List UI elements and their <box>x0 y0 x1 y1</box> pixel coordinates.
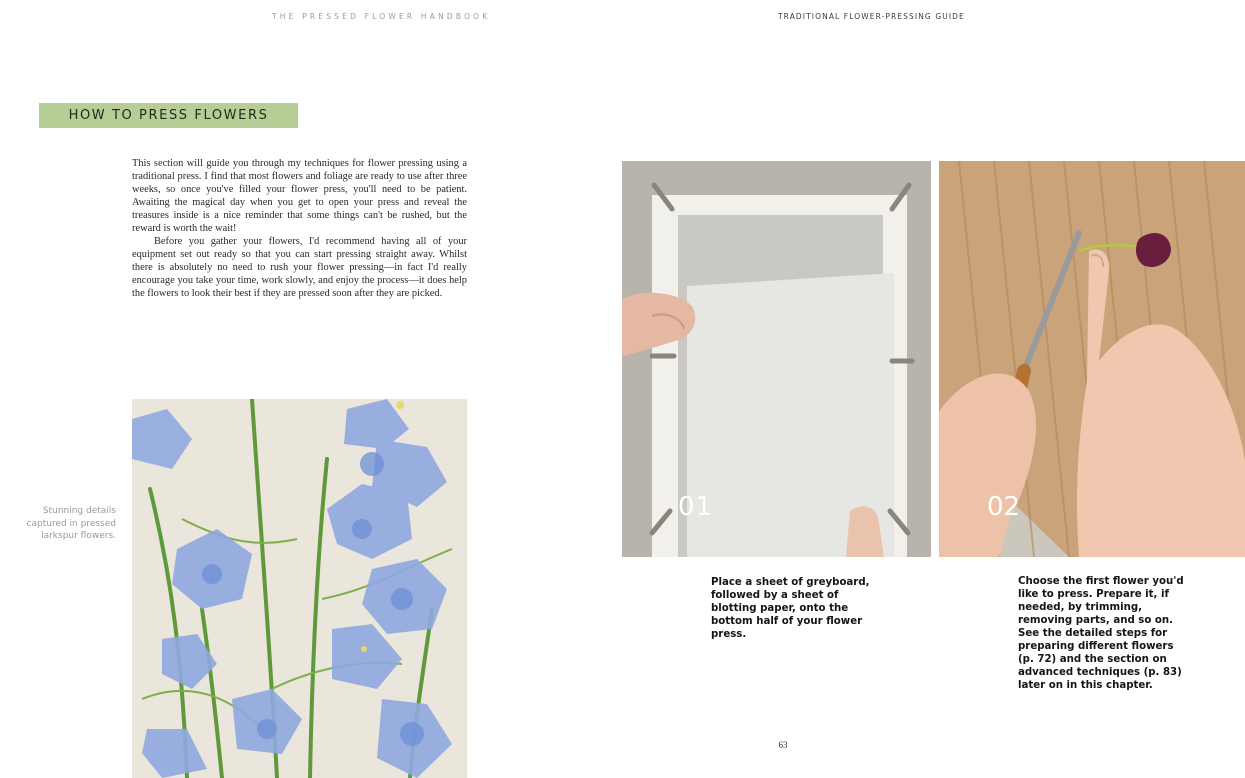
step-2-photo <box>939 161 1245 557</box>
running-header-left: THE PRESSED FLOWER HANDBOOK <box>272 12 491 21</box>
svg-text:01: 01 <box>678 492 714 522</box>
step-1-photo <box>622 161 931 557</box>
step-2-number <box>987 492 1020 522</box>
body-text <box>132 157 467 300</box>
body-paragraph-1: This section will guide you through my techniques for flower pressing using a traditional press. I find that most flowers and foliage are ready to use after three weeks, so once you've filled your flower press, you'll need to be patient. Awaiting the magical day when you get to open your press and reveal the treasures inside is a nice reminder that some things can't be rushed, but the reward is worth the wait! <box>132 158 467 234</box>
body-paragraph-2: Before you gather your flowers, I'd recommend having all of your equipment set out ready so that you can start pressing straight away. Whilst there is absolutely no need to rush your flower pressing—in fact I'd really encourage you take your time, work slowly, and enjoy the process—it does help the flowers to look their best if they are pressed soon after they are picked. <box>132 236 467 299</box>
running-header-right: TRADITIONAL FLOWER-PRESSING GUIDE <box>778 12 965 21</box>
step-1-caption: Place a sheet of greyboard, followed by a sheet of blotting paper, onto the bottom half of your flower press. <box>711 577 870 640</box>
page-number: 63 <box>778 740 788 750</box>
svg-text:02: 02 <box>987 492 1021 522</box>
photo-caption: Stunning details captured in pressed larkspur flowers. <box>26 506 116 541</box>
section-title: HOW TO PRESS FLOWERS <box>68 108 269 123</box>
section-banner <box>39 103 298 128</box>
larkspur-photo <box>132 399 467 778</box>
step-2-caption: Choose the first flower you'd like to press. Prepare it, if needed, by trimming, removing parts, and so on. See the detailed steps for preparing different flowers (p. 72) and the section on advanced techniques (p. 83) later on in this chapter. <box>1018 576 1184 691</box>
step-1-number <box>678 492 713 522</box>
